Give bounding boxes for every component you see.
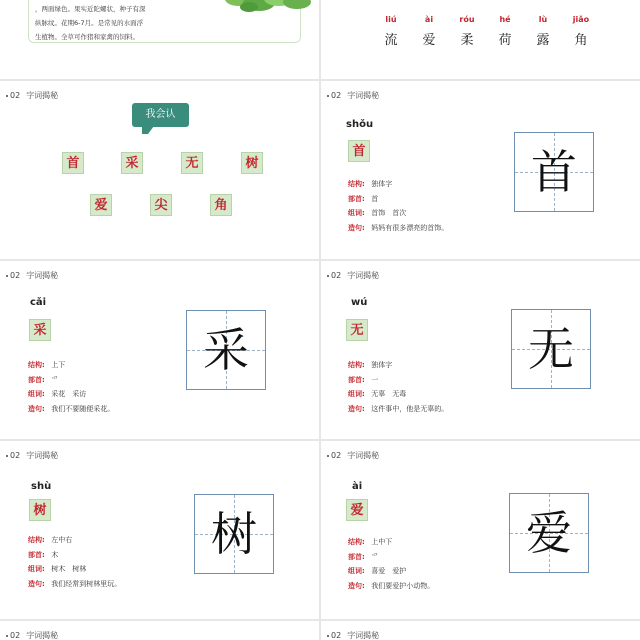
slide-partial-bottom-right[interactable] bbox=[321, 621, 640, 640]
word-item bbox=[563, 15, 599, 48]
info-card bbox=[28, 0, 301, 43]
word-hanzi: 荷 bbox=[498, 33, 512, 48]
info-line: 纵脉纹。花期6-7月。是常见的水面浮 bbox=[35, 19, 144, 27]
section-tag: 02 字词揭秘 bbox=[327, 450, 379, 461]
big-char: 爱 bbox=[526, 506, 572, 560]
duckweed-plant-image bbox=[219, 0, 319, 15]
section-tag: 02 字词揭秘 bbox=[6, 90, 58, 101]
slide-partial-bottom-left[interactable] bbox=[0, 621, 319, 640]
char-pinyin: shù bbox=[31, 481, 52, 492]
big-char: 首 bbox=[531, 145, 577, 199]
section-tag: 02 字词揭秘 bbox=[6, 270, 58, 281]
recognize-bubble: 我会认 bbox=[132, 103, 189, 127]
slide-char-ai[interactable] bbox=[321, 441, 640, 619]
info-line: 生植物。全草可作猪和家禽的饲料。 bbox=[35, 33, 139, 41]
char-info: 结构: 左中右 部首: 木 组词: 树木 树林 造句: 我们经常到树林里玩。 bbox=[28, 536, 122, 588]
writing-grid bbox=[514, 132, 594, 212]
recognize-char[interactable]: 首 bbox=[62, 152, 84, 174]
word-item bbox=[373, 15, 409, 48]
char-info: 结构: 上下 部首: 爫 组词: 采花 采访 造句: 我们不要随便采花。 bbox=[28, 361, 115, 413]
slide-pinyin-words[interactable] bbox=[321, 0, 640, 79]
big-char: 无 bbox=[528, 322, 574, 376]
char-tile: 无 bbox=[346, 319, 368, 341]
writing-grid bbox=[509, 493, 589, 573]
char-pinyin: wú bbox=[351, 297, 368, 308]
word-pinyin: róu bbox=[459, 15, 475, 24]
char-info: 结构: 上中下 部首: 爫 组词: 喜爱 爱护 造句: 我们要爱护小动物。 bbox=[348, 538, 435, 590]
section-tag: 02 字词揭秘 bbox=[327, 630, 379, 640]
char-info: 结构: 独体字 部首: 首 组词: 首饰 首次 造句: 妈妈有很多漂亮的首饰。 bbox=[348, 180, 449, 232]
big-char: 采 bbox=[203, 323, 249, 377]
info-text bbox=[35, 2, 195, 44]
section-tag: 02 字词揭秘 bbox=[6, 630, 58, 640]
char-tile: 爱 bbox=[346, 499, 368, 521]
word-item bbox=[411, 15, 447, 48]
word-hanzi: 爱 bbox=[422, 33, 436, 48]
char-info: 结构: 独体字 部首: 一 组词: 无辜 无毒 造句: 这件事中，他是无辜的。 bbox=[348, 361, 449, 413]
info-line: ，两面绿色。果实近陀螺状，种子有深 bbox=[35, 5, 146, 13]
recognize-char[interactable]: 采 bbox=[121, 152, 143, 174]
section-tag: 02 字词揭秘 bbox=[6, 450, 58, 461]
writing-grid bbox=[511, 309, 591, 389]
word-hanzi: 露 bbox=[536, 33, 550, 48]
slide-plant-intro[interactable] bbox=[0, 0, 319, 79]
recognize-char[interactable]: 爱 bbox=[90, 194, 112, 216]
word-pinyin: ài bbox=[424, 15, 434, 24]
char-tile: 树 bbox=[29, 499, 51, 521]
char-pinyin: ài bbox=[352, 481, 363, 492]
word-pinyin: lù bbox=[538, 15, 548, 24]
section-tag: 02 字词揭秘 bbox=[327, 270, 379, 281]
slide-char-shou[interactable] bbox=[321, 81, 640, 259]
char-tile: 采 bbox=[29, 319, 51, 341]
recognize-char[interactable]: 树 bbox=[241, 152, 263, 174]
word-item bbox=[487, 15, 523, 48]
recognize-char[interactable]: 角 bbox=[210, 194, 232, 216]
word-pinyin: liú bbox=[385, 15, 397, 24]
char-tile: 首 bbox=[348, 140, 370, 162]
recognize-char[interactable]: 无 bbox=[181, 152, 203, 174]
slide-char-shu[interactable] bbox=[0, 441, 319, 619]
bubble-tail bbox=[142, 126, 154, 134]
word-item bbox=[449, 15, 485, 48]
char-pinyin: cǎi bbox=[30, 297, 47, 308]
writing-grid bbox=[186, 310, 266, 390]
section-tag: 02 字词揭秘 bbox=[327, 90, 379, 101]
writing-grid bbox=[194, 494, 274, 574]
word-hanzi: 角 bbox=[574, 33, 588, 48]
recognize-char[interactable]: 尖 bbox=[150, 194, 172, 216]
slide-char-cai[interactable] bbox=[0, 261, 319, 439]
word-hanzi: 流 bbox=[384, 33, 398, 48]
word-hanzi: 柔 bbox=[460, 33, 474, 48]
slide-char-wu[interactable] bbox=[321, 261, 640, 439]
char-pinyin: shǒu bbox=[346, 119, 374, 130]
word-pinyin: hé bbox=[499, 15, 511, 24]
word-pinyin: jiǎo bbox=[572, 15, 590, 24]
big-char: 树 bbox=[211, 507, 257, 561]
word-item bbox=[525, 15, 561, 48]
